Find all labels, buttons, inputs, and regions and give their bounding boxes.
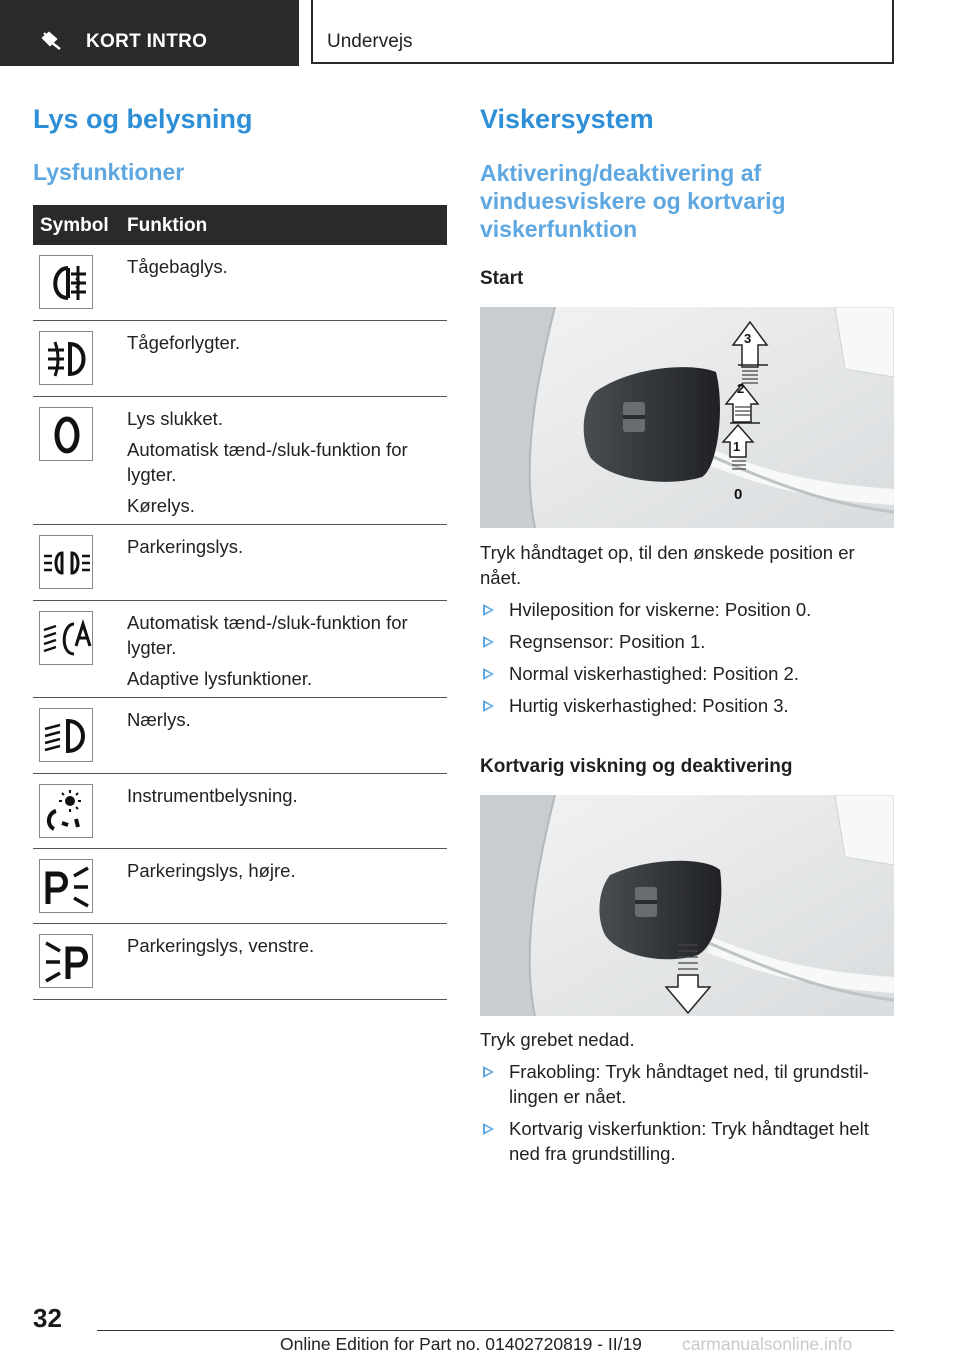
- start-bullet-list: [480, 597, 890, 725]
- row-text: Lys slukket.: [127, 408, 223, 429]
- list-item: [480, 629, 890, 654]
- list-item-text: Frakobling: Tryk håndtaget ned, til grundstil-lingen er nået.: [509, 1061, 869, 1107]
- position-label-3: 3: [744, 331, 752, 346]
- table-header: [33, 205, 447, 245]
- pin-icon: [40, 30, 66, 52]
- list-item: [480, 1116, 890, 1166]
- table-row: [33, 924, 447, 1000]
- brief-bullet-list: [480, 1059, 890, 1173]
- instrument-lighting-icon: [39, 784, 93, 838]
- table-row: [33, 601, 447, 698]
- wiper-lever-up-illustration: [480, 307, 894, 528]
- table-row: [33, 397, 447, 525]
- subtitle-line: vinduesviskere og kortvarig: [480, 188, 786, 214]
- row-text: Tågeforlygter.: [127, 332, 241, 353]
- page-footer: [0, 1290, 960, 1362]
- table-row: [33, 245, 447, 321]
- bullet-triangle-icon: [483, 700, 494, 712]
- list-item: [480, 597, 890, 622]
- parking-light-right-icon: [39, 859, 93, 913]
- list-item: [480, 693, 890, 718]
- row-text: Kørelys.: [127, 495, 195, 516]
- list-item: [480, 661, 890, 686]
- tab-kort-intro[interactable]: [0, 0, 299, 66]
- subsection-title-wiper-activation: [480, 159, 786, 243]
- page-number: 32: [33, 1303, 62, 1333]
- low-beam-icon: [39, 708, 93, 762]
- list-item: [480, 1059, 890, 1109]
- row-text: Parkeringslys, højre.: [127, 860, 296, 881]
- header-symbol: Symbol: [40, 215, 109, 236]
- auto-headlight-icon: [39, 611, 93, 665]
- bullet-triangle-icon: [483, 1066, 494, 1078]
- table-row: [33, 321, 447, 397]
- light-symbol-table: [33, 205, 447, 1000]
- wiper-lever-down-illustration: [480, 795, 894, 1016]
- heading-start: Start: [480, 268, 524, 289]
- footer-divider: [97, 1330, 894, 1331]
- lights-off-icon: [39, 407, 93, 461]
- bullet-triangle-icon: [483, 604, 494, 616]
- watermark-text: carmanualsonline.info: [682, 1334, 853, 1354]
- section-title-wipers: Viskersystem: [480, 104, 654, 134]
- tab-kort-intro-label: KORT INTRO: [86, 31, 208, 52]
- position-label-2: 2: [737, 381, 745, 396]
- bullet-triangle-icon: [483, 636, 494, 648]
- list-item-text: Normal viskerhastighed: Position 2.: [509, 663, 799, 684]
- heading-brief-wipe: Kortvarig viskning og deaktivering: [480, 756, 793, 777]
- subtitle-line: Aktivering/deaktivering af: [480, 160, 762, 186]
- tab-undervejs[interactable]: [311, 0, 894, 64]
- rear-fog-light-icon: [39, 255, 93, 309]
- header-function: Funktion: [127, 215, 208, 236]
- list-item-text: Kortvarig viskerfunktion: Tryk håndtaget helt ned fra grundstilling.: [509, 1118, 869, 1164]
- list-item-text: Hvileposition for viskerne: Position 0.: [509, 599, 812, 620]
- parking-lights-icon: [39, 535, 93, 589]
- table-row: [33, 698, 447, 774]
- row-text: Tågebaglys.: [127, 256, 228, 277]
- parking-light-left-icon: [39, 934, 93, 988]
- front-fog-light-icon: [39, 331, 93, 385]
- bullet-triangle-icon: [483, 1123, 494, 1135]
- subtitle-line: viskerfunktion: [480, 216, 638, 242]
- row-text: Adaptive lysfunktioner.: [127, 668, 313, 689]
- table-row: [33, 525, 447, 601]
- bullet-triangle-icon: [483, 668, 494, 680]
- row-text: Parkeringslys.: [127, 536, 244, 557]
- position-label-0: 0: [734, 486, 743, 503]
- top-navigation: [0, 0, 960, 66]
- start-text: Tryk håndtaget op, til den ønskede position er nået.: [480, 542, 855, 588]
- subsection-title-light-functions: Lysfunktioner: [33, 159, 185, 185]
- row-text: Nærlys.: [127, 709, 191, 730]
- brief-text: Tryk grebet nedad.: [480, 1029, 635, 1050]
- row-text: Automatisk tænd-/sluk-funktion for lygter.: [127, 612, 408, 658]
- tab-undervejs-label: Undervejs: [327, 31, 413, 52]
- position-label-1: 1: [733, 439, 741, 454]
- table-row: [33, 774, 447, 849]
- list-item-text: Regnsensor: Position 1.: [509, 631, 706, 652]
- row-text: Automatisk tænd-/sluk-funktion for lygter.: [127, 439, 408, 485]
- table-row: [33, 849, 447, 924]
- edition-text: Online Edition for Part no. 01402720819 - II/19: [280, 1334, 642, 1354]
- section-title-lights: Lys og belysning: [33, 104, 253, 134]
- row-text: Parkeringslys, venstre.: [127, 935, 315, 956]
- list-item-text: Hurtig viskerhastighed: Position 3.: [509, 695, 789, 716]
- row-text: Instrumentbelysning.: [127, 785, 298, 806]
